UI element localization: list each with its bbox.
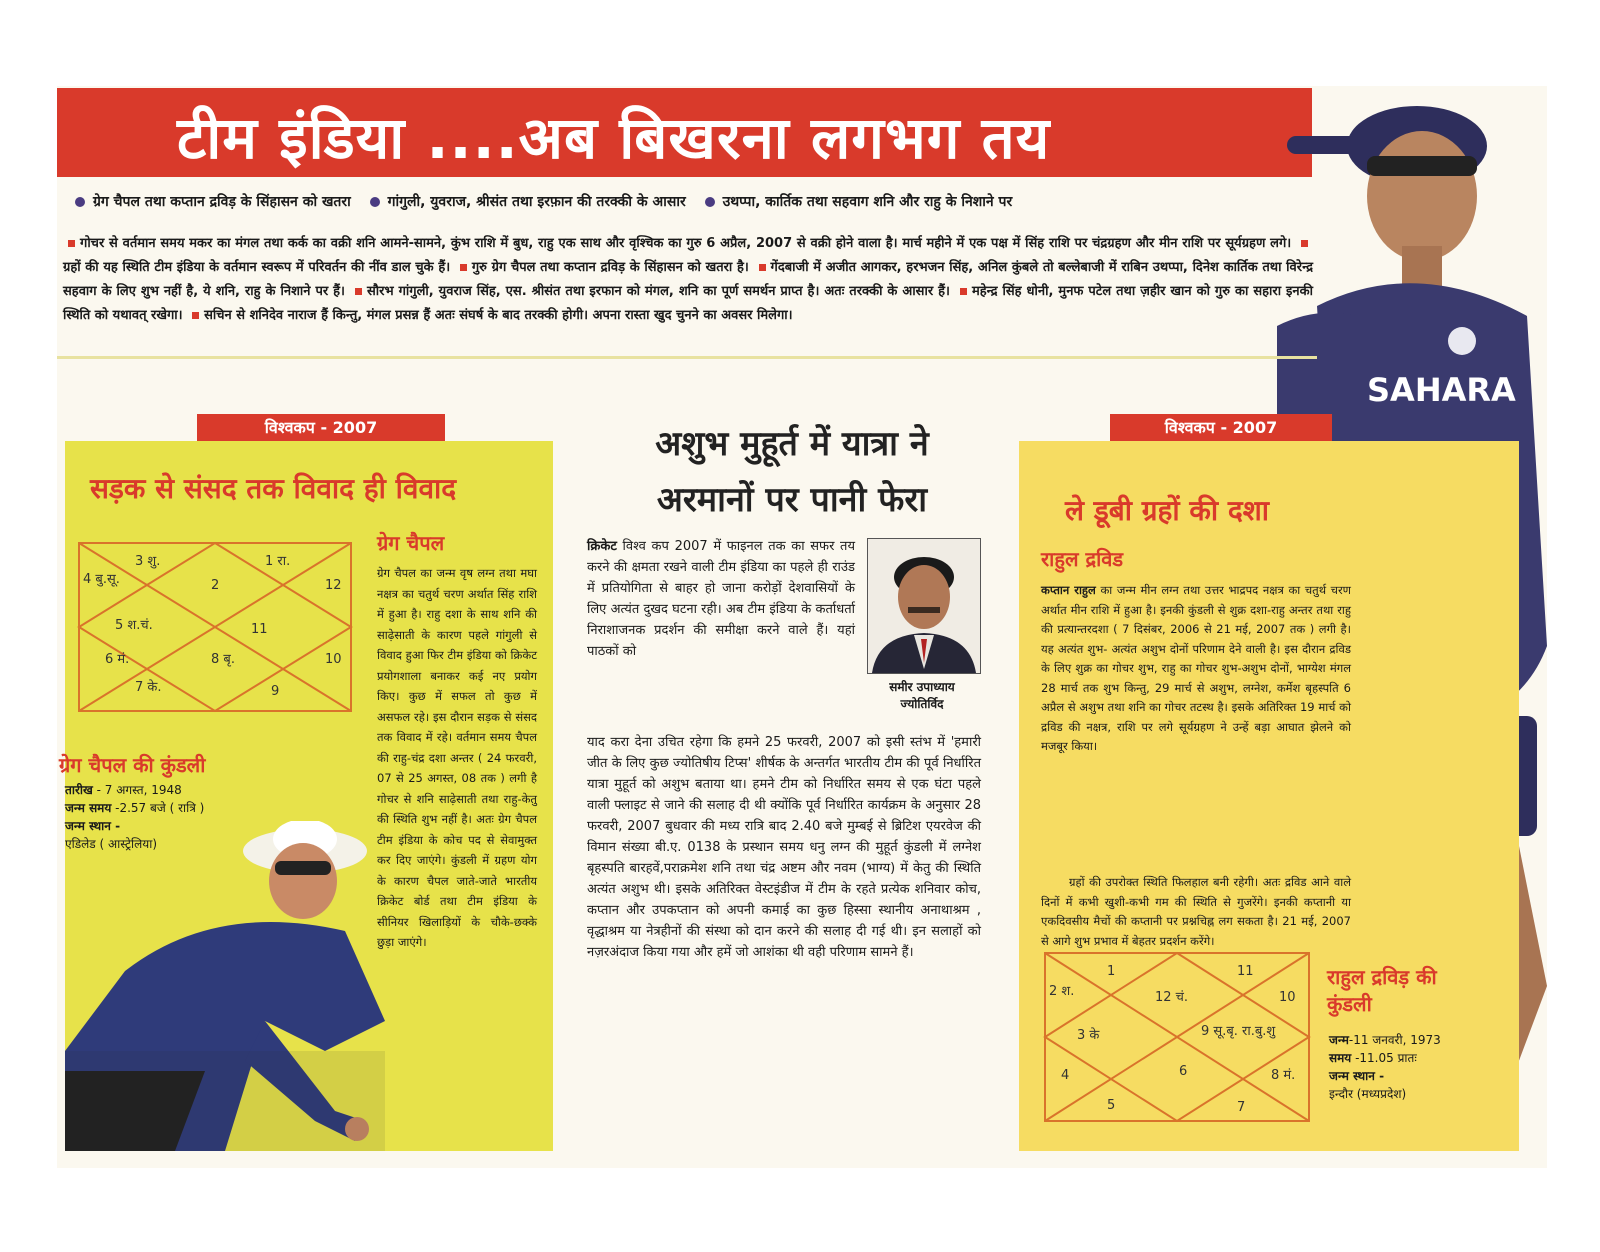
left-article-body: ग्रेग चैपल का जन्म वृष लग्न तथा मघा नक्षत्र का चतुर्थ चरण अर्थात सिंह राशि में हुआ है। राहु दशा के साथ शनि की साढ़ेसाती के कारण पहले गांगुली से विवाद हुआ फिर टीम इंडिया को क्रिकेट प्रयोगशाला बनाकर कई नए प्रयोग किए। कुछ में सफल तो कुछ में असफल रहे। इस दौरान सड़क से संसद तक विवाद में रहे। वर्तमान समय चैपल की राहु-चंद्र दशा अन्तर ( 24 फरवरी, 07 से 25 अगस्त, 08 तक ) लगी है गोचर से शनि साढ़ेसाती तथा राहु-केतु की स्थिति शुभ नहीं है। अतः ग्रेग चैपल टीम इंडिया के कोच पद से सेवामुक्त कर दिए जाएंगे। कुंडली में ग्रहण योग के कारण चैपल जाते-जाते भारतीय क्रिकेट बोर्ड तथा टीम इंडिया के सीनियर खिलाड़ियों के चौके-छक्के छुड़ा जाएंगे। bbox=[377, 566, 537, 949]
right-article-body: कप्तान राहुल का जन्म मीन लग्न तथा उत्तर भाद्रपद नक्षत्र का चतुर्थ चरण अर्थात मीन राशि में हुआ है। इनकी कुंडली से शुक्र दशा-राहु अन्तर तथा राहु की प्रत्यान्तरदशा ( 7 दिसंबर, 2006 से 21 मई, 2007 तक ) लगी है। यह अत्यंत शुभ- अत्यंत अशुभ दोनों परिणाम देने वाली है। इस दौरान द्रविड के लिए शुक्र का गोचर शुभ, राहु का गोचर शुभ-अशुभ दोनों, भाग्येश मंगल 28 मार्च तक शुभ किन्तु, 29 मार्च से अशुभ, लग्नेश, कर्मेश बृहस्पति 6 अप्रैल से अशुभ तथा शनि का गोचर तटस्थ है। इसके अतिरिक्त 19 मार्च को द्रविड की नक्षत्र, राशि पर लगे सूर्यग्रहण ने उन्हें बड़ा आघात झेलने को मजबूर किया। bbox=[1041, 583, 1351, 753]
right-section-tag: विश्वकप - 2007 bbox=[1110, 414, 1332, 442]
kundli-house-label: 5 bbox=[1107, 1098, 1116, 1113]
dravid-birth-info: जन्म-11 जनवरी, 1973 समय -11.05 प्रातः जन्म स्थान - इन्दौर (मध्यप्रदेश) bbox=[1329, 1033, 1441, 1101]
kundli-house-label: 3 के bbox=[1077, 1028, 1100, 1043]
kundli-house-label: 9 bbox=[271, 684, 280, 699]
kundli-house-label: 10 bbox=[1279, 990, 1296, 1005]
kundli-house-label: 5 श.चं. bbox=[115, 618, 153, 633]
kundli-house-label: 10 bbox=[325, 652, 342, 667]
bullet-dot-icon bbox=[75, 197, 85, 207]
summary-paragraph: गोचर से वर्तमान समय मकर का मंगल तथा कर्क का वक्री शनि आमने-सामने, कुंभ राशि में बुध, राहु एक साथ और वृश्चिक का गुरु 6 अप्रैल, 2007 से वक्री होने वाला है। मार्च महीने में एक पक्ष में सिंह राशि पर चंद्रग्रहण और मीन राशि पर सूर्यग्रहण लगे। ग्रहों की यह स्थिति टीम इंडिया के वर्तमान स्वरूप में परिवर्तन की नींव डाल चुके हैं। गुरु ग्रेग चैपल तथा कप्तान द्रविड़ के सिंहासन को खतरा है। गेंदबाजी में अजीत आगकर, हरभजन सिंह, अनिल कुंबले तो बल्लेबाजी में राबिन उथप्पा, दिनेश कार्तिक तथा विरेन्द्र सहवाग के लिए शुभ नहीं है, ये शनि, राहु के निशाने पर हैं। सौरभ गांगुली, युवराज सिंह, एस. श्रीसंत तथा इरफान को मंगल, शनि का पूर्ण समर्थन प्राप्त है। अतः तरक्की के आसार हैं। महेन्द्र सिंह धोनी, मुनफ पटेल तथा ज़हीर खान को गुरु का सहारा इनकी स्थिति को यथावत् रखेगा। सचिन से शनिदेव नाराज हैं किन्तु, मंगल प्रसन्न हैं अतः संघर्ष के बाद तरक्की होगी। अपना रास्ता खुद चुनने का अवसर मिलेगा। bbox=[63, 236, 1313, 323]
bullet-row bbox=[75, 192, 1315, 211]
right-subtitle: राहुल द्रविड bbox=[1041, 547, 1124, 571]
square-bullet-icon bbox=[759, 264, 766, 271]
center-article-body: याद करा देना उचित रहेगा कि हमने 25 फरवरी, 2007 को इसी स्तंभ में 'हमारी जीत के लिए कुछ ज्योतिषीय टिप्स' शीर्षक के अन्तर्गत भारतीय टीम की पूर्व निर्धारित यात्रा मुहूर्त को अशुभ बताया था। हमने टीम को निर्धारित समय से एक घंटा पहले वाली फ्लाइट से जाने की सलाह दी थी क्योंकि पूर्व निर्धारित कार्यक्रम के अनुसार 28 फरवरी, 2007 बुधवार की मध्य रात्रि बाद 2.40 बजे मुम्बई से ब्रिटिश एयरवेज की विमान संख्या बी.ए. 0138 के प्रस्थान समय धनु लग्न की मुहूर्त कुंडली में लग्नेश बृहस्पति बारहवें,पराक्रमेश शनि तथा चंद्र अष्टम और नवम (भाग्य) में केतु की स्थिति अत्यंत अशुभ थी। इसके अतिरिक्त वेस्टइंडीज में टीम के रहते प्रत्येक शनिवार कोच, कप्तान और उपकप्तान को अपनी कमाई का कुछ हिस्सा स्थानीय अनाथाश्रम , वृद्धाश्रम या नेत्रहीनों की संस्था को दान करने की सलाह दी गई थी। इन सलाहों को नज़रअंदाज किया गया और हमें जो आशंका थी वही परिणाम सामने हैं। bbox=[587, 735, 981, 960]
bullet-dot-icon bbox=[370, 197, 380, 207]
author-photo bbox=[867, 538, 981, 674]
headline-bar bbox=[57, 88, 1312, 177]
headline: टीम इंडिया ....अब बिखरना लगभग तय bbox=[177, 104, 1051, 172]
kundli-house-label: 12 चं. bbox=[1155, 990, 1189, 1005]
bullet-item: ग्रेग चैपल तथा कप्तान द्रविड़ के सिंहासन को खतरा bbox=[75, 192, 351, 211]
left-section-tag: विश्वकप - 2007 bbox=[197, 414, 445, 442]
kundli-house-label: 7 के. bbox=[135, 680, 162, 695]
square-bullet-icon bbox=[192, 312, 199, 319]
kundli-house-label: 6 bbox=[1179, 1064, 1188, 1079]
bullet-item: गांगुली, युवराज, श्रीसंत तथा इरफ़ान की तरक्की के आसार bbox=[370, 192, 686, 211]
kundli-house-label: 1 रा. bbox=[265, 554, 291, 569]
divider bbox=[57, 356, 1317, 359]
shirt-sponsor-text: SAHARA bbox=[1367, 371, 1516, 409]
kundli-house-label: 4 bbox=[1061, 1068, 1070, 1083]
kundli-house-label: 2 bbox=[211, 578, 220, 593]
kundli-house-label: 6 मं. bbox=[105, 652, 130, 667]
kundli-house-label: 12 bbox=[325, 578, 342, 593]
kundli-house-label: 7 bbox=[1237, 1100, 1246, 1115]
right-article-title: ले डूबी ग्रहों की दशा bbox=[1065, 494, 1270, 527]
square-bullet-icon bbox=[1301, 240, 1308, 247]
greg-chappell-kundli-chart bbox=[75, 539, 355, 715]
center-article-lead: क्रिकेट विश्व कप 2007 में फाइनल तक का सफर तय करने की क्षमता रखने वाली टीम इंडिया का पहले ही राउंड में प्रतियोगिता से बाहर हो जाना करोड़ों देशवासियों के लिए अत्यंत दुखद घटना रही। अब टीम इंडिया के कर्ताधर्ता निराशाजनक प्रदर्शन की समीक्षा करने वाले हैं। यहां पाठकों को bbox=[587, 539, 855, 659]
left-article-title: सड़क से संसद तक विवाद ही विवाद bbox=[90, 472, 457, 505]
kundli-house-label: 3 शु. bbox=[135, 554, 161, 569]
bullet-dot-icon bbox=[705, 197, 715, 207]
newspaper-page bbox=[57, 86, 1547, 1168]
bullet-item: उथप्पा, कार्तिक तथा सहवाग शनि और राहु के निशाने पर bbox=[705, 192, 1013, 211]
right-kundli-title: राहुल द्रविड़ की कुंडली bbox=[1327, 965, 1437, 1016]
author-caption: समीर उपाध्याय ज्योतिर्विद bbox=[889, 680, 955, 711]
center-article-title: अशुभ मुहूर्त में यात्रा ने अरमानों पर पानी फेरा bbox=[655, 424, 929, 520]
right-article-box bbox=[1019, 441, 1519, 1151]
left-kundli-title: ग्रेग चैपल की कुंडली bbox=[59, 753, 206, 777]
square-bullet-icon bbox=[68, 240, 75, 247]
square-bullet-icon bbox=[460, 264, 467, 271]
square-bullet-icon bbox=[355, 288, 362, 295]
kundli-house-label: 1 bbox=[1107, 964, 1116, 979]
square-bullet-icon bbox=[960, 288, 967, 295]
kundli-house-label: 11 bbox=[1237, 964, 1254, 979]
left-article-box bbox=[59, 441, 553, 1151]
left-subtitle: ग्रेग चैपल bbox=[377, 531, 445, 555]
kundli-house-label: 8 मं. bbox=[1271, 1068, 1296, 1083]
kundli-house-label: 2 श. bbox=[1049, 984, 1075, 999]
kundli-house-label: 9 सू.बृ. रा.बु.शु bbox=[1201, 1024, 1276, 1039]
right-article-body-2: ग्रहों की उपरोक्त स्थिति फिलहाल बनी रहेगी। अतः द्रविड आने वाले दिनों में कभी खुशी-कभी गम की स्थिति से गुजरेंगे। इनकी कप्तानी या एकदिवसीय मैचों की कप्तानी पर प्रश्नचिह्न लग सकता है। 21 मई, 2007 से आगे शुभ प्रभाव में बेहतर प्रदर्शन करेंगे। bbox=[1041, 875, 1351, 948]
greg-chappell-photo bbox=[65, 821, 385, 1151]
greg-birth-info: तारीख - 7 अगस्त, 1948 जन्म समय -2.57 बजे ( रात्रि ) जन्म स्थान - एडिलेड ( आस्ट्रेलिया) bbox=[65, 783, 205, 851]
kundli-house-label: 8 बृ. bbox=[211, 652, 235, 667]
kundli-house-label: 11 bbox=[251, 622, 268, 637]
rahul-dravid-kundli-chart bbox=[1041, 949, 1313, 1125]
author-portrait-icon bbox=[868, 539, 980, 673]
kundli-house-label: 4 बु.सू. bbox=[83, 572, 120, 587]
